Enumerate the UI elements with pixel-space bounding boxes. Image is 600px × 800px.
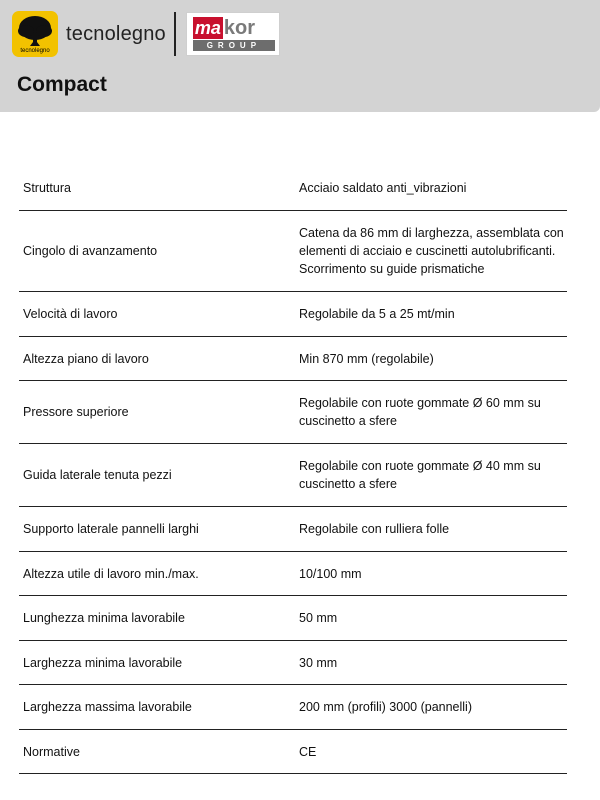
spec-label: Guida laterale tenuta pezzi <box>23 468 172 482</box>
spec-row <box>19 337 567 381</box>
spec-value: Regolabile con rulliera folle <box>299 522 450 536</box>
spec-row <box>19 211 567 292</box>
spec-row <box>19 685 567 730</box>
page-header <box>0 0 600 112</box>
spec-value: Catena da 86 mm di larghezza, assemblata con elementi di acciaio e cuscinetti autolubrificanti. Scorrimento su guide prismatiche <box>299 226 564 276</box>
spec-value: CE <box>299 744 317 759</box>
spec-row <box>19 596 567 641</box>
spec-label: Supporto laterale pannelli larghi <box>23 522 199 536</box>
logo-caption: tecnolegno <box>20 48 50 54</box>
spec-value: 10/100 mm <box>299 566 362 581</box>
makor-word-part2: kor <box>223 17 256 39</box>
spec-row <box>19 730 567 774</box>
makor-wordmark <box>193 16 275 40</box>
spec-row <box>19 641 567 685</box>
spec-label: Altezza utile di lavoro min./max. <box>23 566 199 581</box>
spec-value: Regolabile con ruote gommate Ø 40 mm su cuscinetto a sfere <box>299 459 541 491</box>
spec-label: Velocità di lavoro <box>23 307 118 321</box>
spec-row <box>19 552 567 596</box>
spec-label: Altezza piano di lavoro <box>23 351 149 366</box>
page-title: Compact <box>17 73 107 96</box>
spec-label: Normative <box>23 744 80 759</box>
spec-value: 30 mm <box>299 655 338 670</box>
spec-label: Larghezza minima lavorabile <box>23 655 183 670</box>
makor-logo[interactable] <box>186 12 280 56</box>
spec-label: Struttura <box>23 181 71 195</box>
spec-value: Min 870 mm (regolabile) <box>299 351 434 366</box>
spec-label: Cingolo di avanzamento <box>23 244 158 258</box>
makor-tagline: GROUP <box>193 40 275 51</box>
brand-name: tecnolegno <box>66 22 166 45</box>
spec-label: Pressore superiore <box>23 405 129 419</box>
spec-value: 50 mm <box>299 611 338 625</box>
spec-value: Acciaio saldato anti_vibrazioni <box>299 181 467 195</box>
spec-row <box>19 444 567 507</box>
makor-word-part1: ma <box>194 18 221 38</box>
spec-table <box>19 166 567 774</box>
spec-label: Larghezza massima lavorabile <box>23 700 192 714</box>
brand-divider <box>174 12 176 56</box>
spec-row <box>19 381 567 444</box>
spec-value: Regolabile con ruote gommate Ø 60 mm su cuscinetto a sfere <box>299 396 541 428</box>
spec-row <box>19 166 567 211</box>
brand-row <box>12 8 280 60</box>
spec-value: Regolabile da 5 a 25 mt/min <box>299 307 455 321</box>
spec-label: Lunghezza minima lavorabile <box>23 611 185 625</box>
tecnolegno-logo[interactable] <box>12 11 58 57</box>
spec-row <box>19 507 567 552</box>
spec-row <box>19 292 567 337</box>
spec-value: 200 mm (profili) 3000 (pannelli) <box>299 700 472 714</box>
